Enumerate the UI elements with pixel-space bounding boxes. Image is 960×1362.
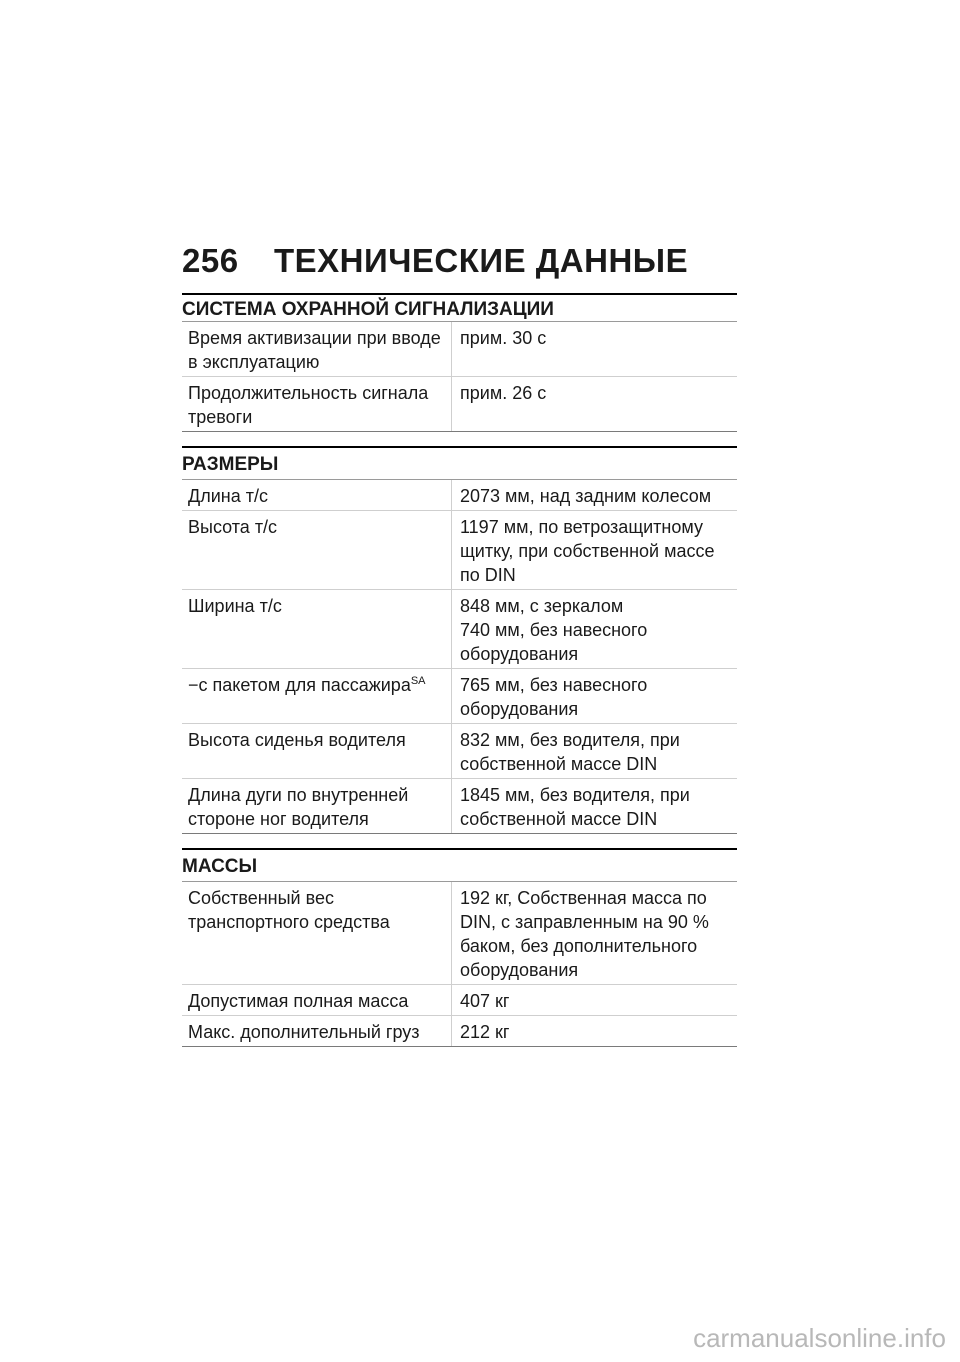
- row-label: Допустимая полная масса: [182, 985, 452, 1015]
- section-alarm-system: [182, 293, 737, 432]
- row-label: Длина т/с: [182, 480, 452, 510]
- table-row: [182, 724, 737, 779]
- table-row: [182, 377, 737, 432]
- table-row: [182, 985, 737, 1016]
- row-label: Собственный вес транспортного средства: [182, 882, 452, 984]
- row-value: 407 кг: [460, 991, 510, 1011]
- row-value: 832 мм, без водителя, при собственной массе DIN: [460, 730, 680, 774]
- table-row: [182, 511, 737, 590]
- row-value: прим. 30 с: [460, 328, 547, 348]
- page-number: 256: [182, 242, 239, 279]
- row-value-line: 740 мм, без навесного оборудования: [460, 620, 648, 664]
- row-label-text: −с пакетом для пассажира: [188, 675, 411, 695]
- section-title: МАССЫ: [182, 848, 737, 882]
- section-masses: [182, 848, 737, 1047]
- page-title: ТЕХНИЧЕСКИЕ ДАННЫЕ: [274, 242, 689, 279]
- sa-superscript: SA: [410, 675, 426, 687]
- page-header: [182, 242, 688, 280]
- row-label: Высота сиденья водителя: [182, 724, 452, 778]
- section-title: СИСТЕМА ОХРАННОЙ СИГНАЛИЗАЦИИ: [182, 293, 737, 322]
- table-row: [182, 669, 737, 724]
- row-value: [452, 590, 737, 668]
- row-label: Макс. дополнительный груз: [182, 1016, 452, 1046]
- row-value: 192 кг, Собственная масса по DIN, с заправленным на 90 % баком, без дополнительного оборудования: [460, 888, 709, 980]
- row-value: 212 кг: [460, 1022, 510, 1042]
- table-row: [182, 322, 737, 377]
- row-value: 765 мм, без навесного оборудования: [460, 675, 648, 719]
- row-value: 1845 мм, без водителя, при собственной массе DIN: [460, 785, 690, 829]
- row-value: прим. 26 с: [460, 383, 547, 403]
- row-value: 1197 мм, по ветрозащитному щитку, при собственной массе по DIN: [460, 517, 715, 585]
- table-row: [182, 882, 737, 985]
- row-value: 2073 мм, над задним колесом: [460, 486, 712, 506]
- row-label: Ширина т/с: [182, 590, 452, 668]
- table-row: [182, 480, 737, 511]
- row-value-line: 848 мм, с зеркалом: [460, 596, 624, 616]
- table-row: [182, 1016, 737, 1047]
- section-dimensions: [182, 446, 737, 834]
- table-row: [182, 590, 737, 669]
- row-label: Длина дуги по внутренней стороне ног водителя: [182, 779, 452, 833]
- spec-content: [182, 293, 737, 1061]
- section-title: РАЗМЕРЫ: [182, 446, 737, 480]
- row-label: Высота т/с: [182, 511, 452, 589]
- watermark: carmanualsonline.info: [693, 1323, 946, 1353]
- table-row: [182, 779, 737, 834]
- row-label: Продолжительность сигнала тревоги: [182, 377, 452, 431]
- row-label: Время активизации при вводе в эксплуатацию: [182, 322, 452, 376]
- row-label: [182, 669, 452, 723]
